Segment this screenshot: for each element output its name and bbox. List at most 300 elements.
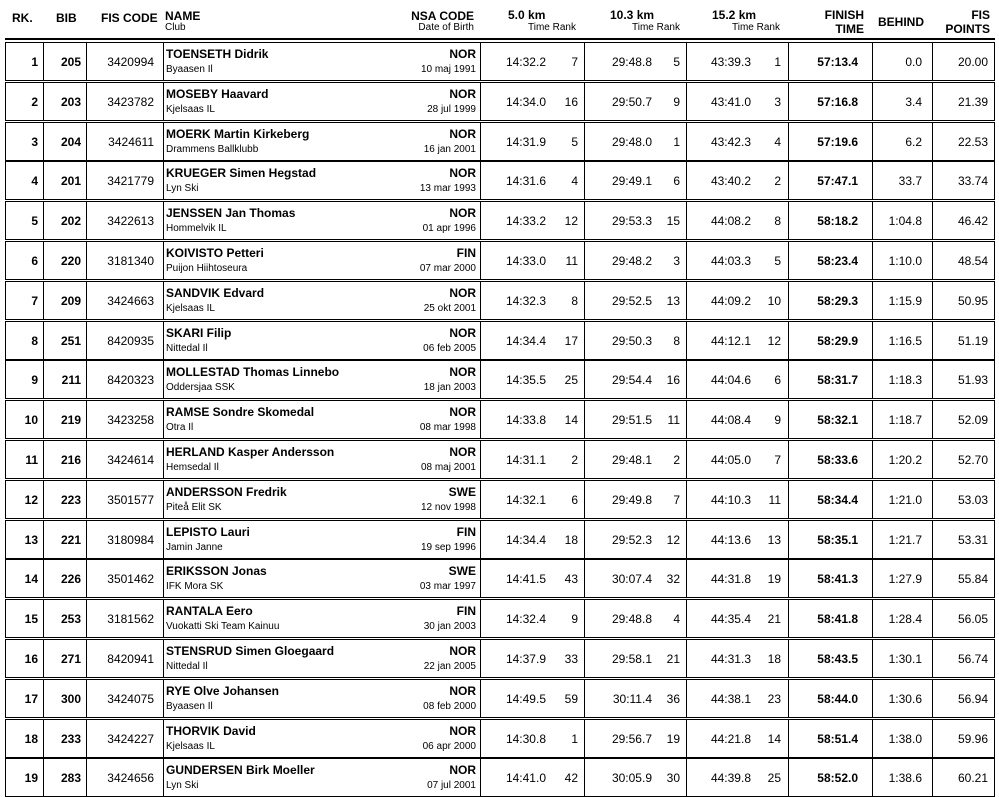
column-divider <box>788 521 789 558</box>
split3-time: 44:21.8 <box>710 732 751 746</box>
finish-time: 57:16.8 <box>817 95 858 109</box>
fis-points: 56.05 <box>957 612 988 626</box>
col-points-header: POINTS <box>945 22 990 36</box>
bib-cell: 253 <box>60 612 81 626</box>
col-time-header: TIME <box>835 22 864 36</box>
split2-time: 29:50.7 <box>611 95 652 109</box>
split1-rank: 9 <box>571 612 578 626</box>
fis-code-cell: 8420323 <box>107 373 154 387</box>
column-divider <box>163 43 164 80</box>
athlete-club: Lyn Ski <box>166 183 199 194</box>
column-divider <box>163 361 164 398</box>
split1-rank: 1 <box>571 732 578 746</box>
split3-rank: 11 <box>768 493 781 507</box>
behind-time: 1:20.2 <box>888 453 922 467</box>
split2-rank: 5 <box>673 55 680 69</box>
split1-rank: 7 <box>571 55 578 69</box>
column-divider <box>788 83 789 120</box>
nsa-code: FIN <box>456 525 476 539</box>
column-divider <box>163 282 164 319</box>
table-row <box>5 758 995 797</box>
fis-code-cell: 3181562 <box>107 612 154 626</box>
split3-rank: 19 <box>767 572 781 586</box>
finish-time: 58:29.3 <box>817 294 858 308</box>
fis-points: 46.42 <box>957 214 988 228</box>
split3-rank: 21 <box>767 612 781 626</box>
nsa-code: SWE <box>448 564 476 578</box>
behind-time: 33.7 <box>898 174 922 188</box>
date-of-birth: 08 mar 1998 <box>419 422 476 433</box>
nsa-code: NOR <box>449 365 476 379</box>
fis-points: 53.31 <box>957 533 988 547</box>
date-of-birth: 19 sep 1996 <box>420 542 476 553</box>
behind-time: 3.4 <box>905 95 922 109</box>
split2-time: 29:58.1 <box>611 652 652 666</box>
fis-code-cell: 3423258 <box>107 413 154 427</box>
column-divider <box>584 401 585 438</box>
column-divider <box>686 521 687 558</box>
fis-code-cell: 8420941 <box>107 652 154 666</box>
column-divider <box>686 600 687 637</box>
nsa-code: NOR <box>449 127 476 141</box>
column-divider <box>686 680 687 717</box>
rank-cell: 2 <box>31 95 38 109</box>
column-divider <box>584 521 585 558</box>
column-divider <box>584 242 585 279</box>
split2-rank: 1 <box>673 135 680 149</box>
split2-rank: 21 <box>666 652 680 666</box>
col-club-header: Club <box>165 22 186 33</box>
column-divider <box>584 720 585 757</box>
nsa-code: NOR <box>449 763 476 777</box>
col-fiscode-header: FIS CODE <box>101 11 158 25</box>
behind-time: 1:04.8 <box>888 214 922 228</box>
fis-points: 51.19 <box>957 334 988 348</box>
column-divider <box>480 680 481 717</box>
split2-rank: 32 <box>666 572 680 586</box>
split3-rank: 13 <box>767 533 781 547</box>
bib-cell: 283 <box>60 771 81 785</box>
bib-cell: 209 <box>60 294 81 308</box>
col-bib-header: BIB <box>56 11 77 25</box>
split2-rank: 16 <box>666 373 680 387</box>
rank-cell: 6 <box>31 254 38 268</box>
athlete-name: RAMSE Sondre Skomedal <box>166 405 315 419</box>
column-divider <box>480 441 481 478</box>
column-divider <box>686 43 687 80</box>
date-of-birth: 08 maj 2001 <box>420 462 476 473</box>
split1-time: 14:30.8 <box>505 732 546 746</box>
rank-cell: 3 <box>31 135 38 149</box>
column-divider <box>788 43 789 80</box>
date-of-birth: 13 mar 1993 <box>419 183 476 194</box>
rank-cell: 10 <box>24 413 38 427</box>
date-of-birth: 18 jan 2003 <box>423 382 476 393</box>
column-divider <box>163 640 164 677</box>
column-divider <box>480 242 481 279</box>
split3-rank: 23 <box>767 692 781 706</box>
date-of-birth: 06 apr 2000 <box>422 741 476 752</box>
rank-cell: 18 <box>24 732 38 746</box>
column-divider <box>480 481 481 518</box>
column-divider <box>686 162 687 199</box>
behind-time: 1:27.9 <box>888 572 922 586</box>
athlete-name: TOENSETH Didrik <box>166 47 269 61</box>
split2-rank: 7 <box>673 493 680 507</box>
column-divider <box>686 83 687 120</box>
col-rank-header: RK. <box>12 11 33 25</box>
fis-code-cell: 3424611 <box>108 135 154 149</box>
column-divider <box>584 123 585 160</box>
bib-cell: 203 <box>60 95 81 109</box>
split3-rank: 18 <box>767 652 781 666</box>
rank-cell: 8 <box>31 334 38 348</box>
column-divider <box>163 600 164 637</box>
column-divider <box>788 481 789 518</box>
column-divider <box>788 640 789 677</box>
bib-cell: 251 <box>60 334 81 348</box>
split3-time: 43:41.0 <box>710 95 751 109</box>
split3-time: 44:38.1 <box>710 692 751 706</box>
rank-cell: 19 <box>24 771 38 785</box>
column-divider <box>480 720 481 757</box>
fis-code-cell: 3180984 <box>107 533 154 547</box>
column-divider <box>584 640 585 677</box>
column-divider <box>788 759 789 796</box>
table-header <box>0 0 999 38</box>
column-divider <box>584 441 585 478</box>
table-row <box>5 42 995 81</box>
athlete-club: IFK Mora SK <box>166 581 224 592</box>
fis-code-cell: 3424614 <box>107 453 154 467</box>
column-divider <box>163 202 164 239</box>
athlete-club: Lyn Ski <box>166 780 199 791</box>
column-divider <box>788 361 789 398</box>
table-row <box>5 281 995 320</box>
column-divider <box>788 322 789 359</box>
col-nsa-header: NSA CODE <box>411 9 474 23</box>
split1-time: 14:35.5 <box>505 373 546 387</box>
athlete-club: Byaasen Il <box>166 64 213 75</box>
rank-cell: 15 <box>24 612 38 626</box>
finish-time: 58:32.1 <box>817 413 858 427</box>
column-divider <box>480 123 481 160</box>
column-divider <box>788 680 789 717</box>
column-divider <box>584 560 585 597</box>
nsa-code: SWE <box>448 485 476 499</box>
column-divider <box>163 481 164 518</box>
split1-time: 14:33.8 <box>505 413 546 427</box>
finish-time: 58:52.0 <box>817 771 858 785</box>
finish-time: 58:29.9 <box>817 334 858 348</box>
split1-time: 14:31.9 <box>505 135 546 149</box>
athlete-club: Otra Il <box>166 422 194 433</box>
col-behind-header: BEHIND <box>878 15 925 29</box>
column-divider <box>584 361 585 398</box>
split2-time: 29:50.3 <box>611 334 652 348</box>
split2-time: 29:56.7 <box>611 732 652 746</box>
fis-code-cell: 3501577 <box>107 493 154 507</box>
behind-time: 1:16.5 <box>888 334 922 348</box>
finish-time: 57:47.1 <box>817 174 858 188</box>
column-divider <box>480 322 481 359</box>
athlete-club: Puijon Hiihtoseura <box>166 263 248 274</box>
behind-time: 1:38.0 <box>888 732 922 746</box>
split3-time: 43:42.3 <box>710 135 751 149</box>
rank-cell: 5 <box>31 214 38 228</box>
column-divider <box>686 322 687 359</box>
col-name-header: NAME <box>165 9 201 23</box>
split2-rank: 3 <box>673 254 680 268</box>
table-row <box>5 161 995 200</box>
date-of-birth: 01 apr 1996 <box>422 223 476 234</box>
split1-rank: 4 <box>571 174 578 188</box>
split3-rank: 14 <box>767 732 781 746</box>
split1-time: 14:41.0 <box>505 771 546 785</box>
athlete-club: Kjelsaas IL <box>166 303 215 314</box>
date-of-birth: 22 jan 2005 <box>423 661 476 672</box>
nsa-code: FIN <box>456 246 476 260</box>
split3-time: 44:05.0 <box>710 453 751 467</box>
finish-time: 58:43.5 <box>817 652 858 666</box>
column-divider <box>686 720 687 757</box>
athlete-club: Kjelsaas IL <box>166 741 215 752</box>
athlete-name: SANDVIK Edvard <box>166 286 265 300</box>
split1-sub-header: Time Rank <box>528 22 576 33</box>
split3-time: 44:03.3 <box>710 254 751 268</box>
fis-points: 60.21 <box>957 771 988 785</box>
split2-rank: 15 <box>666 214 680 228</box>
athlete-club: Oddersjaa SSK <box>166 382 235 393</box>
nsa-code: NOR <box>449 445 476 459</box>
fis-code-cell: 3424075 <box>107 692 154 706</box>
bib-cell: 205 <box>60 55 81 69</box>
athlete-name: GUNDERSEN Birk Moeller <box>166 763 315 777</box>
finish-time: 58:18.2 <box>817 214 858 228</box>
athlete-name: LEPISTO Lauri <box>166 525 250 539</box>
behind-time: 1:28.4 <box>888 612 922 626</box>
split1-rank: 5 <box>571 135 578 149</box>
split2-rank: 13 <box>666 294 680 308</box>
split2-time: 29:48.0 <box>611 135 652 149</box>
athlete-name: MOERK Martin Kirkeberg <box>166 127 310 141</box>
split1-rank: 11 <box>565 254 578 268</box>
split1-time: 14:32.1 <box>505 493 546 507</box>
nsa-code: FIN <box>456 604 476 618</box>
nsa-code: NOR <box>449 286 476 300</box>
split2-rank: 2 <box>673 453 680 467</box>
bib-cell: 211 <box>61 373 81 387</box>
date-of-birth: 07 jul 2001 <box>427 780 476 791</box>
bib-cell: 233 <box>60 732 81 746</box>
fis-points: 33.74 <box>957 174 988 188</box>
column-divider <box>584 322 585 359</box>
column-divider <box>480 560 481 597</box>
athlete-club: Nittedal Il <box>166 343 208 354</box>
column-divider <box>788 720 789 757</box>
athlete-club: Hemsedal Il <box>166 462 219 473</box>
finish-time: 58:31.7 <box>817 373 858 387</box>
split3-rank: 7 <box>774 453 781 467</box>
column-divider <box>686 560 687 597</box>
column-divider <box>686 202 687 239</box>
split2-rank: 36 <box>666 692 680 706</box>
column-divider <box>584 83 585 120</box>
finish-time: 58:35.1 <box>817 533 858 547</box>
split2-time: 29:48.2 <box>611 254 652 268</box>
table-row <box>5 82 995 121</box>
table-row <box>5 639 995 678</box>
nsa-code: NOR <box>449 166 476 180</box>
athlete-name: RYE Olve Johansen <box>166 684 279 698</box>
rank-cell: 14 <box>24 572 38 586</box>
split3-rank: 3 <box>774 95 781 109</box>
split3-time: 44:12.1 <box>710 334 751 348</box>
athlete-name: MOSEBY Haavard <box>166 87 269 101</box>
column-divider <box>480 83 481 120</box>
fis-points: 56.94 <box>957 692 988 706</box>
bib-cell: 202 <box>60 214 81 228</box>
column-divider <box>480 521 481 558</box>
nsa-code: NOR <box>449 326 476 340</box>
athlete-name: JENSSEN Jan Thomas <box>166 206 296 220</box>
split1-time: 14:31.1 <box>505 453 546 467</box>
column-divider <box>480 162 481 199</box>
behind-time: 6.2 <box>905 135 922 149</box>
fis-points: 53.03 <box>957 493 988 507</box>
column-divider <box>788 441 789 478</box>
fis-points: 48.54 <box>957 254 988 268</box>
column-divider <box>163 560 164 597</box>
date-of-birth: 28 jul 1999 <box>427 104 476 115</box>
column-divider <box>163 720 164 757</box>
column-divider <box>163 322 164 359</box>
finish-time: 58:44.0 <box>817 692 858 706</box>
fis-code-cell: 3421779 <box>107 174 154 188</box>
split2-rank: 11 <box>667 413 680 427</box>
column-divider <box>686 759 687 796</box>
split2-header: 10.3 km <box>610 8 655 22</box>
athlete-name: STENSRUD Simen Gloegaard <box>166 644 335 658</box>
behind-time: 1:21.7 <box>888 533 922 547</box>
column-divider <box>686 481 687 518</box>
split3-time: 43:40.2 <box>710 174 751 188</box>
athlete-club: Nittedal Il <box>166 661 208 672</box>
column-divider <box>480 282 481 319</box>
behind-time: 1:38.6 <box>888 771 922 785</box>
split3-time: 44:35.4 <box>710 612 751 626</box>
column-divider <box>163 759 164 796</box>
finish-time: 58:41.3 <box>817 572 858 586</box>
col-dob-header: Date of Birth <box>418 22 474 33</box>
nsa-code: NOR <box>449 644 476 658</box>
split2-rank: 19 <box>666 732 680 746</box>
split2-time: 29:52.5 <box>611 294 652 308</box>
rank-cell: 4 <box>31 174 38 188</box>
split3-header: 15.2 km <box>712 8 757 22</box>
column-divider <box>163 242 164 279</box>
split1-rank: 43 <box>564 572 578 586</box>
table-row <box>5 122 995 161</box>
fis-code-cell: 3501462 <box>107 572 154 586</box>
column-divider <box>163 401 164 438</box>
bib-cell: 219 <box>60 413 81 427</box>
column-divider <box>480 401 481 438</box>
column-divider <box>584 202 585 239</box>
split1-time: 14:33.0 <box>505 254 546 268</box>
bib-cell: 226 <box>60 572 81 586</box>
split1-rank: 25 <box>564 373 578 387</box>
fis-code-cell: 3181340 <box>107 254 154 268</box>
athlete-club: Vuokatti Ski Team Kainuu <box>166 621 280 632</box>
split1-time: 14:33.2 <box>505 214 546 228</box>
split2-time: 30:05.9 <box>611 771 652 785</box>
date-of-birth: 12 nov 1998 <box>420 502 476 513</box>
table-row <box>5 679 995 718</box>
fis-points: 52.70 <box>957 453 988 467</box>
split1-rank: 14 <box>564 413 578 427</box>
fis-points: 59.96 <box>957 732 988 746</box>
fis-points: 56.74 <box>957 652 988 666</box>
split1-time: 14:32.2 <box>505 55 546 69</box>
split2-time: 29:48.8 <box>611 55 652 69</box>
bib-cell: 201 <box>60 174 81 188</box>
fis-code-cell: 3423782 <box>107 95 154 109</box>
table-row <box>5 201 995 240</box>
split2-time: 29:48.8 <box>611 612 652 626</box>
column-divider <box>686 123 687 160</box>
finish-time: 58:41.8 <box>817 612 858 626</box>
column-divider <box>584 759 585 796</box>
split1-header: 5.0 km <box>508 8 546 22</box>
column-divider <box>686 640 687 677</box>
column-divider <box>584 282 585 319</box>
split1-rank: 16 <box>564 95 578 109</box>
finish-time: 57:19.6 <box>817 135 858 149</box>
finish-time: 58:23.4 <box>817 254 858 268</box>
split1-time: 14:32.3 <box>505 294 546 308</box>
column-divider <box>584 600 585 637</box>
rank-cell: 9 <box>31 373 38 387</box>
column-divider <box>584 680 585 717</box>
table-row <box>5 719 995 758</box>
rank-cell: 13 <box>24 533 38 547</box>
athlete-club: Drammens Ballklubb <box>166 144 259 155</box>
athlete-name: ERIKSSON Jonas <box>166 564 267 578</box>
column-divider <box>163 123 164 160</box>
date-of-birth: 06 feb 2005 <box>423 343 476 354</box>
fis-code-cell: 3424227 <box>107 732 154 746</box>
column-divider <box>788 401 789 438</box>
fis-code-cell: 8420935 <box>107 334 154 348</box>
date-of-birth: 03 mar 1997 <box>419 581 476 592</box>
rank-cell: 1 <box>31 55 38 69</box>
split1-rank: 18 <box>564 533 578 547</box>
date-of-birth: 30 jan 2003 <box>423 621 476 632</box>
column-divider <box>584 43 585 80</box>
behind-time: 1:10.0 <box>888 254 922 268</box>
fis-code-cell: 3424663 <box>107 294 154 308</box>
split3-time: 44:39.8 <box>710 771 751 785</box>
column-divider <box>163 83 164 120</box>
fis-code-cell: 3424656 <box>107 771 154 785</box>
bib-cell: 220 <box>60 254 81 268</box>
column-divider <box>584 162 585 199</box>
athlete-name: HERLAND Kasper Andersson <box>166 445 335 459</box>
fis-points: 50.95 <box>957 294 988 308</box>
column-divider <box>788 202 789 239</box>
athlete-name: KOIVISTO Petteri <box>166 246 264 260</box>
